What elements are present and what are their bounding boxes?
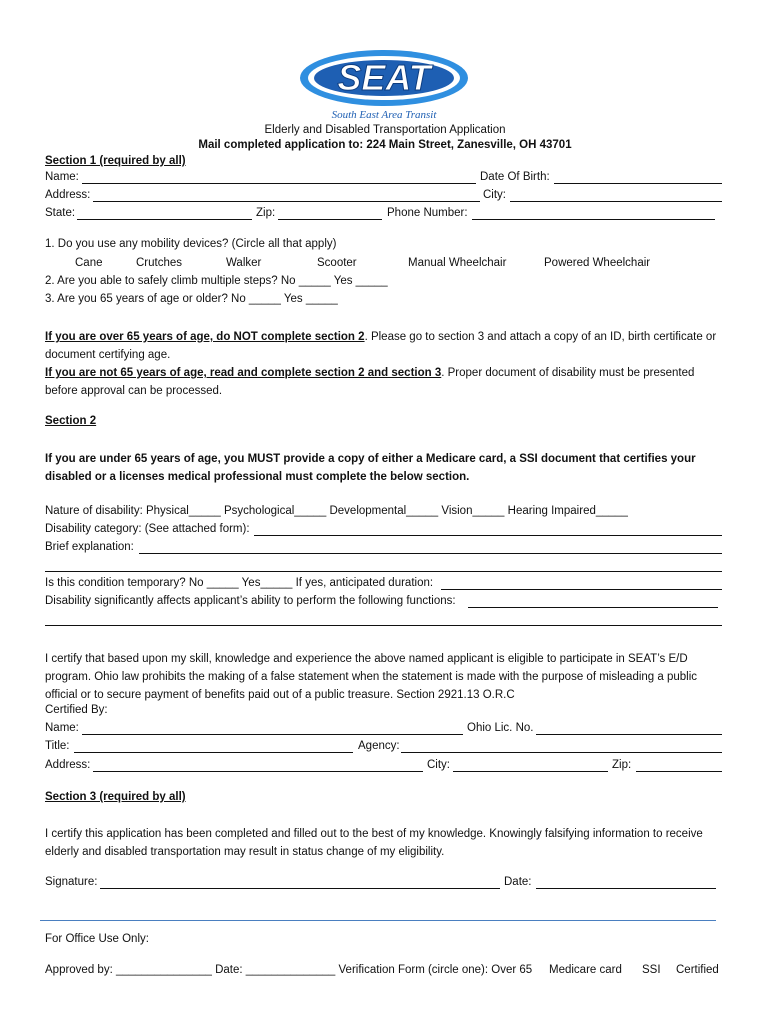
instruction-under65 [45, 364, 725, 400]
phone-label: Phone Number: [387, 207, 468, 219]
form-title: Elderly and Disabled Transportation Application [264, 124, 506, 136]
mail-address: Mail completed application to: 224 Main Street, Zanesville, OH 43701 [198, 139, 572, 151]
duration-field[interactable] [441, 589, 722, 590]
professional-certification: I certify that based upon my skill, knowledge and experience the above named applicant is eligible to participate in SEAT’s E/D program. Ohio law prohibits the making of a false statement when the statement is made with the purpose of misleading a public official or to secure payment of benefits paid out of a public treasure. Section 2921.13 O.R.C [45, 653, 698, 701]
question-mobility: 1. Do you use any mobility devices? (Circle all that apply) [45, 238, 337, 250]
instruction-under65-bold: If you are not 65 years of age, read and complete section 2 and section 3 [45, 367, 442, 379]
signature-date-field[interactable] [536, 888, 716, 889]
functions-field[interactable] [468, 607, 718, 608]
cert-city-field[interactable] [453, 771, 608, 772]
explanation-field[interactable] [139, 553, 722, 554]
category-field[interactable] [254, 535, 722, 536]
functions-field-2[interactable] [45, 625, 722, 626]
lic-label: Ohio Lic. No. [467, 722, 534, 734]
cert-address-field[interactable] [93, 771, 423, 772]
cert-name-label: Name: [45, 722, 79, 734]
cert-title-label: Title: [45, 740, 70, 752]
state-field[interactable] [77, 219, 252, 220]
zip-label: Zip: [256, 207, 276, 219]
cert-zip-label: Zip: [612, 759, 632, 771]
device-scooter[interactable]: Scooter [317, 257, 357, 269]
cert-title-field[interactable] [74, 752, 353, 753]
section1-heading: Section 1 (required by all) [45, 155, 186, 167]
divider [40, 920, 716, 921]
device-manual-wheelchair[interactable]: Manual Wheelchair [408, 257, 507, 269]
cert-address-label: Address: [45, 759, 91, 771]
zip-field[interactable] [278, 219, 382, 220]
lic-field[interactable] [536, 734, 722, 735]
cert-city-label: City: [427, 759, 450, 771]
section2-heading: Section 2 [45, 415, 97, 427]
section2-notice: If you are under 65 years of age, you MUST provide a copy of either a Medicare card, a SSI document that certifies your disabled or a licenses medical professional must complete the below section. [45, 453, 696, 483]
dob-label: Date Of Birth: [480, 171, 550, 183]
option-certified[interactable]: Certified [676, 964, 719, 976]
signature-label: Signature: [45, 876, 98, 888]
instruction-over65-bold: If you are over 65 years of age, do NOT complete section 2 [45, 331, 365, 343]
functions-label: Disability significantly affects applicant’s ability to perform the following functions: [45, 595, 456, 607]
device-crutches[interactable]: Crutches [136, 257, 183, 269]
nature-of-disability: Nature of disability: Physical_____ Psychological_____ Developmental_____ Vision_____ Hearing Impaired_____ [45, 505, 628, 517]
phone-field[interactable] [472, 219, 715, 220]
state-label: State: [45, 207, 76, 219]
temporary-label: Is this condition temporary? No _____ Yes_____ If yes, anticipated duration: [45, 577, 434, 589]
option-medicare-card[interactable]: Medicare card [549, 964, 622, 976]
section3-heading: Section 3 (required by all) [45, 791, 186, 803]
instruction-over65 [45, 328, 725, 364]
cert-zip-field[interactable] [636, 771, 722, 772]
office-use-heading: For Office Use Only: [45, 933, 149, 945]
city-field[interactable] [510, 201, 722, 202]
signature-field[interactable] [100, 888, 500, 889]
agency-field[interactable] [401, 752, 722, 753]
address-label: Address: [45, 189, 91, 201]
device-cane[interactable]: Cane [75, 257, 103, 269]
city-label: City: [483, 189, 506, 201]
logo-tagline: South East Area Transit [331, 109, 437, 121]
option-ssi[interactable]: SSI [642, 964, 661, 976]
cert-name-field[interactable] [82, 734, 463, 735]
instruction-over65-rest: . Please go to section 3 and attach a copy of an ID, birth certificate or document certifying age. [45, 331, 717, 361]
name-field[interactable] [82, 183, 476, 184]
name-label: Name: [45, 171, 79, 183]
logo-brand-text: SEAT [337, 57, 431, 98]
explanation-field-2[interactable] [45, 571, 722, 572]
approved-by-row: Approved by: _______________ Date: ______________ Verification Form (circle one): Over 65 [45, 964, 533, 976]
certified-by-label: Certified By: [45, 704, 108, 716]
question-steps: 2. Are you able to safely climb multiple steps? No _____ Yes _____ [45, 275, 388, 287]
dob-field[interactable] [554, 183, 722, 184]
applicant-certification: I certify this application has been completed and filled out to the best of my knowledge. Knowingly falsifying information to receive elderly and disabled transportation may result in status change of my eligibility. [45, 828, 703, 858]
address-field[interactable] [93, 201, 480, 202]
category-label: Disability category: (See attached form): [45, 523, 250, 535]
signature-date-label: Date: [504, 876, 532, 888]
instruction-under65-rest: . Proper document of disability must be presented before approval can be processed. [45, 367, 695, 397]
device-powered-wheelchair[interactable]: Powered Wheelchair [544, 257, 651, 269]
seat-logo [296, 48, 472, 122]
question-age: 3. Are you 65 years of age or older? No _____ Yes _____ [45, 293, 338, 305]
agency-label: Agency: [358, 740, 400, 752]
device-walker[interactable]: Walker [226, 257, 262, 269]
explanation-label: Brief explanation: [45, 541, 134, 553]
